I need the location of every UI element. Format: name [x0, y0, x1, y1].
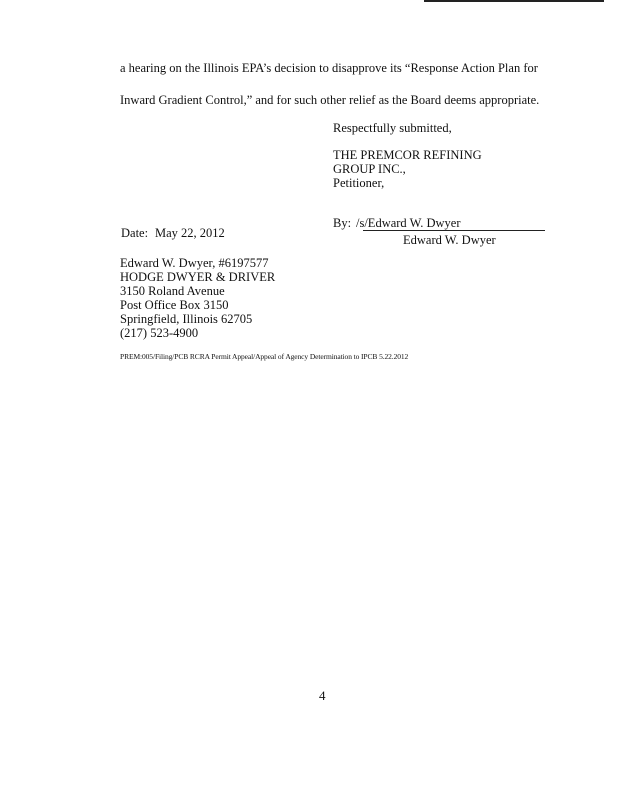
city-state-zip: Springfield, Illinois 62705: [120, 312, 253, 326]
po-box: Post Office Box 3150: [120, 298, 229, 312]
signature-line: [363, 230, 545, 231]
company-name-line-2: GROUP INC.,: [333, 162, 406, 176]
closing-text: Respectfully submitted,: [333, 121, 452, 135]
page-number: 4: [319, 688, 326, 703]
body-text-line-2: Inward Gradient Control,” and for such other relief as the Board deems appropriate.: [120, 93, 540, 107]
law-firm-name: HODGE DWYER & DRIVER: [120, 270, 276, 284]
body-text-line-1: a hearing on the Illinois EPA’s decision to disapprove its “Response Action Plan for: [120, 61, 538, 75]
file-path-footer: PREM:005/Filing/PCB RCRA Permit Appeal/Appeal of Agency Determination to IPCB 5.22.2012: [120, 352, 409, 361]
date-label: Date:: [121, 226, 149, 240]
petitioner-label: Petitioner,: [333, 176, 385, 190]
top-edge-rule: [424, 0, 604, 2]
date-value: May 22, 2012: [155, 226, 225, 240]
attorney-name: Edward W. Dwyer, #6197577: [120, 256, 269, 270]
company-name-line-1: THE PREMCOR REFINING: [333, 148, 482, 162]
phone-number: (217) 523-4900: [120, 326, 199, 340]
electronic-signature: /s/Edward W. Dwyer: [356, 216, 461, 230]
street-address: 3150 Roland Avenue: [120, 284, 225, 298]
printed-name: Edward W. Dwyer: [403, 233, 496, 247]
by-label: By:: [333, 216, 352, 230]
